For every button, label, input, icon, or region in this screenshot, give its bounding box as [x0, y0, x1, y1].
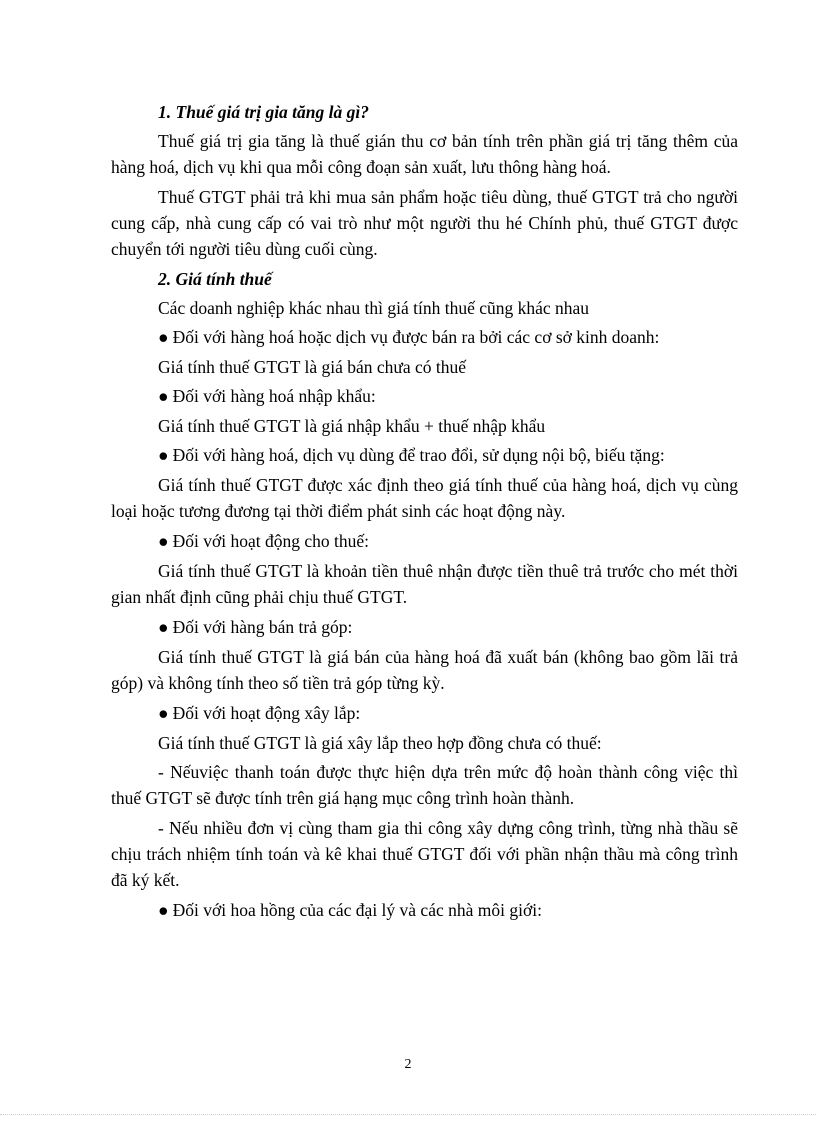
heading-section-1: 1. Thuế giá trị gia tăng là gì? [158, 102, 369, 122]
sub-item-6-1: - Nếuviệc thanh toán được thực hiện dựa trên mức độ hoàn thành công việc thì thuế GTGT sẽ được tính trên giá hạng mục công trình hoàn thành. [111, 762, 738, 808]
bullet-item-6 [111, 700, 738, 726]
bullet-label-3: Đối với hàng hoá, dịch vụ dùng để trao đổi, sử dụng nội bộ, biếu tặng: [172, 445, 665, 465]
bullet-item-2 [111, 383, 738, 409]
bullet-text-1: Giá tính thuế GTGT là giá bán chưa có thuế [158, 357, 467, 377]
paragraph-definition: Thuế giá trị gia tăng là thuế gián thu cơ bản tính trên phần giá trị tăng thêm của hàng hoá, dịch vụ khi qua mỗi công đoạn sản xuất, lưu thông hàng hoá. [111, 131, 738, 177]
bullet-label-1: Đối với hàng hoá hoặc dịch vụ được bán ra bởi các cơ sở kinh doanh: [172, 327, 660, 347]
sub-item-6-2: - Nếu nhiều đơn vị cùng tham gia thi công xây dựng công trình, từng nhà thầu sẽ chịu trách nhiệm tính toán và kê khai thuế GTGT đối với phần nhận thầu mà công trình đã ký kết. [111, 818, 738, 890]
bullet-icon: ● [158, 900, 169, 920]
paragraph-intro: Các doanh nghiệp khác nhau thì giá tính thuế cũng khác nhau [158, 298, 590, 318]
bullet-icon: ● [158, 445, 169, 465]
bullet-icon: ● [158, 703, 169, 723]
page-bottom-divider [0, 1114, 816, 1115]
bullet-icon: ● [158, 531, 169, 551]
bullet-label-7: Đối với hoa hồng của các đại lý và các nhà môi giới: [172, 900, 542, 920]
bullet-item-4 [111, 528, 738, 554]
page-number: 2 [404, 1057, 412, 1072]
bullet-item-1 [111, 324, 738, 350]
bullet-text-4: Giá tính thuế GTGT là khoản tiền thuê nhận được tiền thuê trả trước cho mét thời gian nhất định cũng phải chịu thuế GTGT. [111, 561, 738, 607]
bullet-item-3 [111, 442, 738, 468]
bullet-icon: ● [158, 386, 169, 406]
paragraph-payment: Thuế GTGT phải trả khi mua sản phẩm hoặc tiêu dùng, thuế GTGT trả cho người cung cấp, nhà cung cấp có vai trò như một người thu hé Chính phủ, thuế GTGT được chuyển tới người tiêu dùng cuối cùng. [111, 187, 738, 259]
bullet-label-4: Đối với hoạt động cho thuế: [172, 531, 369, 551]
bullet-label-2: Đối với hàng hoá nhập khẩu: [172, 386, 376, 406]
bullet-text-2: Giá tính thuế GTGT là giá nhập khẩu + thuế nhập khẩu [158, 416, 546, 436]
bullet-text-6: Giá tính thuế GTGT là giá xây lắp theo hợp đồng chưa có thuế: [158, 733, 602, 753]
bullet-icon: ● [158, 617, 169, 637]
bullet-text-5: Giá tính thuế GTGT là giá bán của hàng hoá đã xuất bán (không bao gồm lãi trả góp) và không tính theo số tiền trả góp từng kỳ. [111, 647, 738, 693]
bullet-label-5: Đối với hàng bán trả góp: [172, 617, 353, 637]
bullet-item-7 [111, 897, 738, 923]
bullet-text-3: Giá tính thuế GTGT được xác định theo giá tính thuế của hàng hoá, dịch vụ cùng loại hoặc tương đương tại thời điểm phát sinh các hoạt động này. [111, 475, 738, 521]
bullet-item-5 [111, 614, 738, 640]
heading-section-2: 2. Giá tính thuế [158, 269, 272, 289]
page-body [111, 99, 738, 927]
bullet-label-6: Đối với hoạt động xây lắp: [172, 703, 361, 723]
bullet-icon: ● [158, 327, 169, 347]
